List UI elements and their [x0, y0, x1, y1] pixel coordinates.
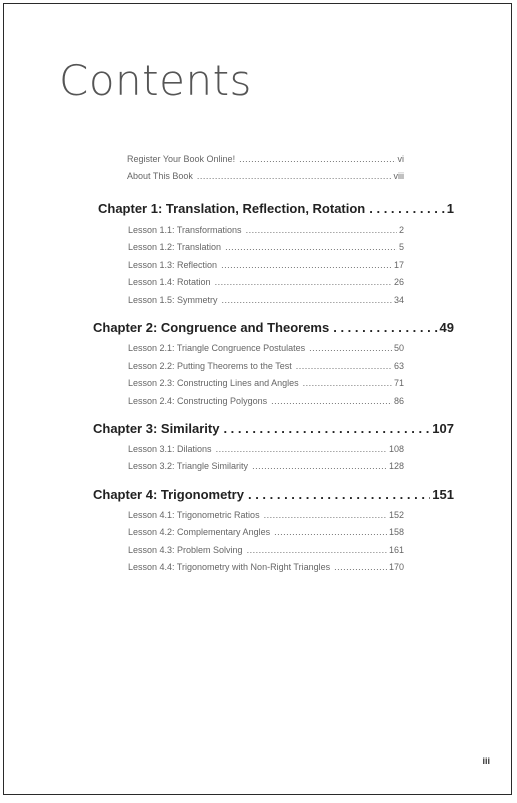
- leader-dots: [264, 510, 387, 520]
- toc-lesson[interactable]: [128, 461, 404, 474]
- lesson-title: Lesson 1.4: Rotation: [128, 277, 211, 287]
- lesson-title: Lesson 1.3: Reflection: [128, 260, 218, 270]
- toc-chapter-4[interactable]: [93, 487, 454, 505]
- toc-chapter-1[interactable]: [98, 201, 454, 219]
- leader-dots: [309, 343, 392, 353]
- leader-dots: [222, 295, 392, 305]
- lesson-page-number: 71: [393, 378, 404, 388]
- chapter-title: Chapter 2: Congruence and Theorems: [93, 320, 330, 335]
- toc-entry-register[interactable]: [127, 154, 404, 167]
- toc-lesson[interactable]: [128, 361, 404, 374]
- leader-dots: [247, 545, 387, 555]
- lesson-page-number: 108: [388, 444, 404, 454]
- toc-lesson[interactable]: [128, 444, 404, 457]
- lesson-title: Lesson 4.3: Problem Solving: [128, 545, 243, 555]
- chapter-page-number: 107: [432, 421, 454, 436]
- leader-dots: [225, 242, 397, 252]
- chapter-title: Chapter 4: Trigonometry: [93, 487, 244, 502]
- lesson-title: Lesson 3.1: Dilations: [128, 444, 212, 454]
- toc-lesson[interactable]: [128, 295, 404, 308]
- chapter-title: Chapter 3: Similarity: [93, 421, 220, 436]
- lesson-title: Lesson 2.4: Constructing Polygons: [128, 396, 268, 406]
- leader-dots: [274, 527, 387, 537]
- toc-lesson[interactable]: [128, 260, 404, 273]
- document-page: [3, 3, 512, 795]
- leader-dots: [296, 361, 392, 371]
- lesson-title: Lesson 1.2: Translation: [128, 242, 222, 252]
- toc-lesson[interactable]: [128, 225, 404, 238]
- lesson-page-number: 26: [393, 277, 404, 287]
- lesson-title: Lesson 2.2: Putting Theorems to the Test: [128, 361, 292, 371]
- toc-lesson[interactable]: [128, 562, 404, 575]
- lesson-page-number: 50: [393, 343, 404, 353]
- lesson-page-number: 152: [388, 510, 404, 520]
- toc-page-number: viii: [393, 171, 404, 181]
- leader-dots: [215, 277, 392, 287]
- leader-dots: [216, 444, 387, 454]
- leader-dots: [271, 396, 392, 406]
- page-title: Contents: [59, 56, 252, 105]
- lesson-page-number: 158: [388, 527, 404, 537]
- chapter-page-number: 151: [432, 487, 454, 502]
- chapter-page-number: 1: [446, 201, 454, 216]
- leader-dots: [197, 171, 392, 181]
- lesson-page-number: 170: [388, 562, 404, 572]
- leader-dots: [223, 421, 430, 436]
- toc-entry-about[interactable]: [127, 171, 404, 184]
- toc-chapter-2[interactable]: [93, 320, 454, 338]
- chapter-title: Chapter 1: Translation, Reflection, Rotation: [98, 201, 366, 216]
- lesson-page-number: 86: [393, 396, 404, 406]
- toc-chapter-3[interactable]: [93, 421, 454, 439]
- leader-dots: [239, 154, 395, 164]
- leader-dots: [334, 562, 387, 572]
- toc-lesson[interactable]: [128, 277, 404, 290]
- toc-lesson[interactable]: [128, 527, 404, 540]
- toc-label: Register Your Book Online!: [127, 154, 236, 164]
- toc-lesson[interactable]: [128, 378, 404, 391]
- lesson-page-number: 128: [388, 461, 404, 471]
- lesson-page-number: 161: [388, 545, 404, 555]
- lesson-page-number: 34: [393, 295, 404, 305]
- toc-lesson[interactable]: [128, 343, 404, 356]
- toc-lesson[interactable]: [128, 242, 404, 255]
- toc-page-number: vi: [397, 154, 404, 164]
- lesson-title: Lesson 1.5: Symmetry: [128, 295, 218, 305]
- lesson-page-number: 63: [393, 361, 404, 371]
- lesson-title: Lesson 3.2: Triangle Similarity: [128, 461, 249, 471]
- lesson-title: Lesson 2.3: Constructing Lines and Angles: [128, 378, 299, 388]
- toc-label: About This Book: [127, 171, 193, 181]
- toc-lesson[interactable]: [128, 396, 404, 409]
- toc-lesson[interactable]: [128, 510, 404, 523]
- leader-dots: [369, 201, 445, 216]
- lesson-title: Lesson 4.2: Complementary Angles: [128, 527, 271, 537]
- leader-dots: [248, 487, 430, 502]
- lesson-page-number: 2: [398, 225, 404, 235]
- leader-dots: [303, 378, 392, 388]
- toc-lesson[interactable]: [128, 545, 404, 558]
- lesson-title: Lesson 2.1: Triangle Congruence Postulates: [128, 343, 306, 353]
- lesson-page-number: 17: [393, 260, 404, 270]
- chapter-page-number: 49: [439, 320, 454, 335]
- lesson-title: Lesson 4.1: Trigonometric Ratios: [128, 510, 260, 520]
- leader-dots: [246, 225, 397, 235]
- lesson-page-number: 5: [398, 242, 404, 252]
- lesson-title: Lesson 4.4: Trigonometry with Non-Right Triangles: [128, 562, 331, 572]
- page-folio: iii: [482, 756, 490, 766]
- lesson-title: Lesson 1.1: Transformations: [128, 225, 242, 235]
- leader-dots: [333, 320, 437, 335]
- leader-dots: [252, 461, 387, 471]
- leader-dots: [221, 260, 392, 270]
